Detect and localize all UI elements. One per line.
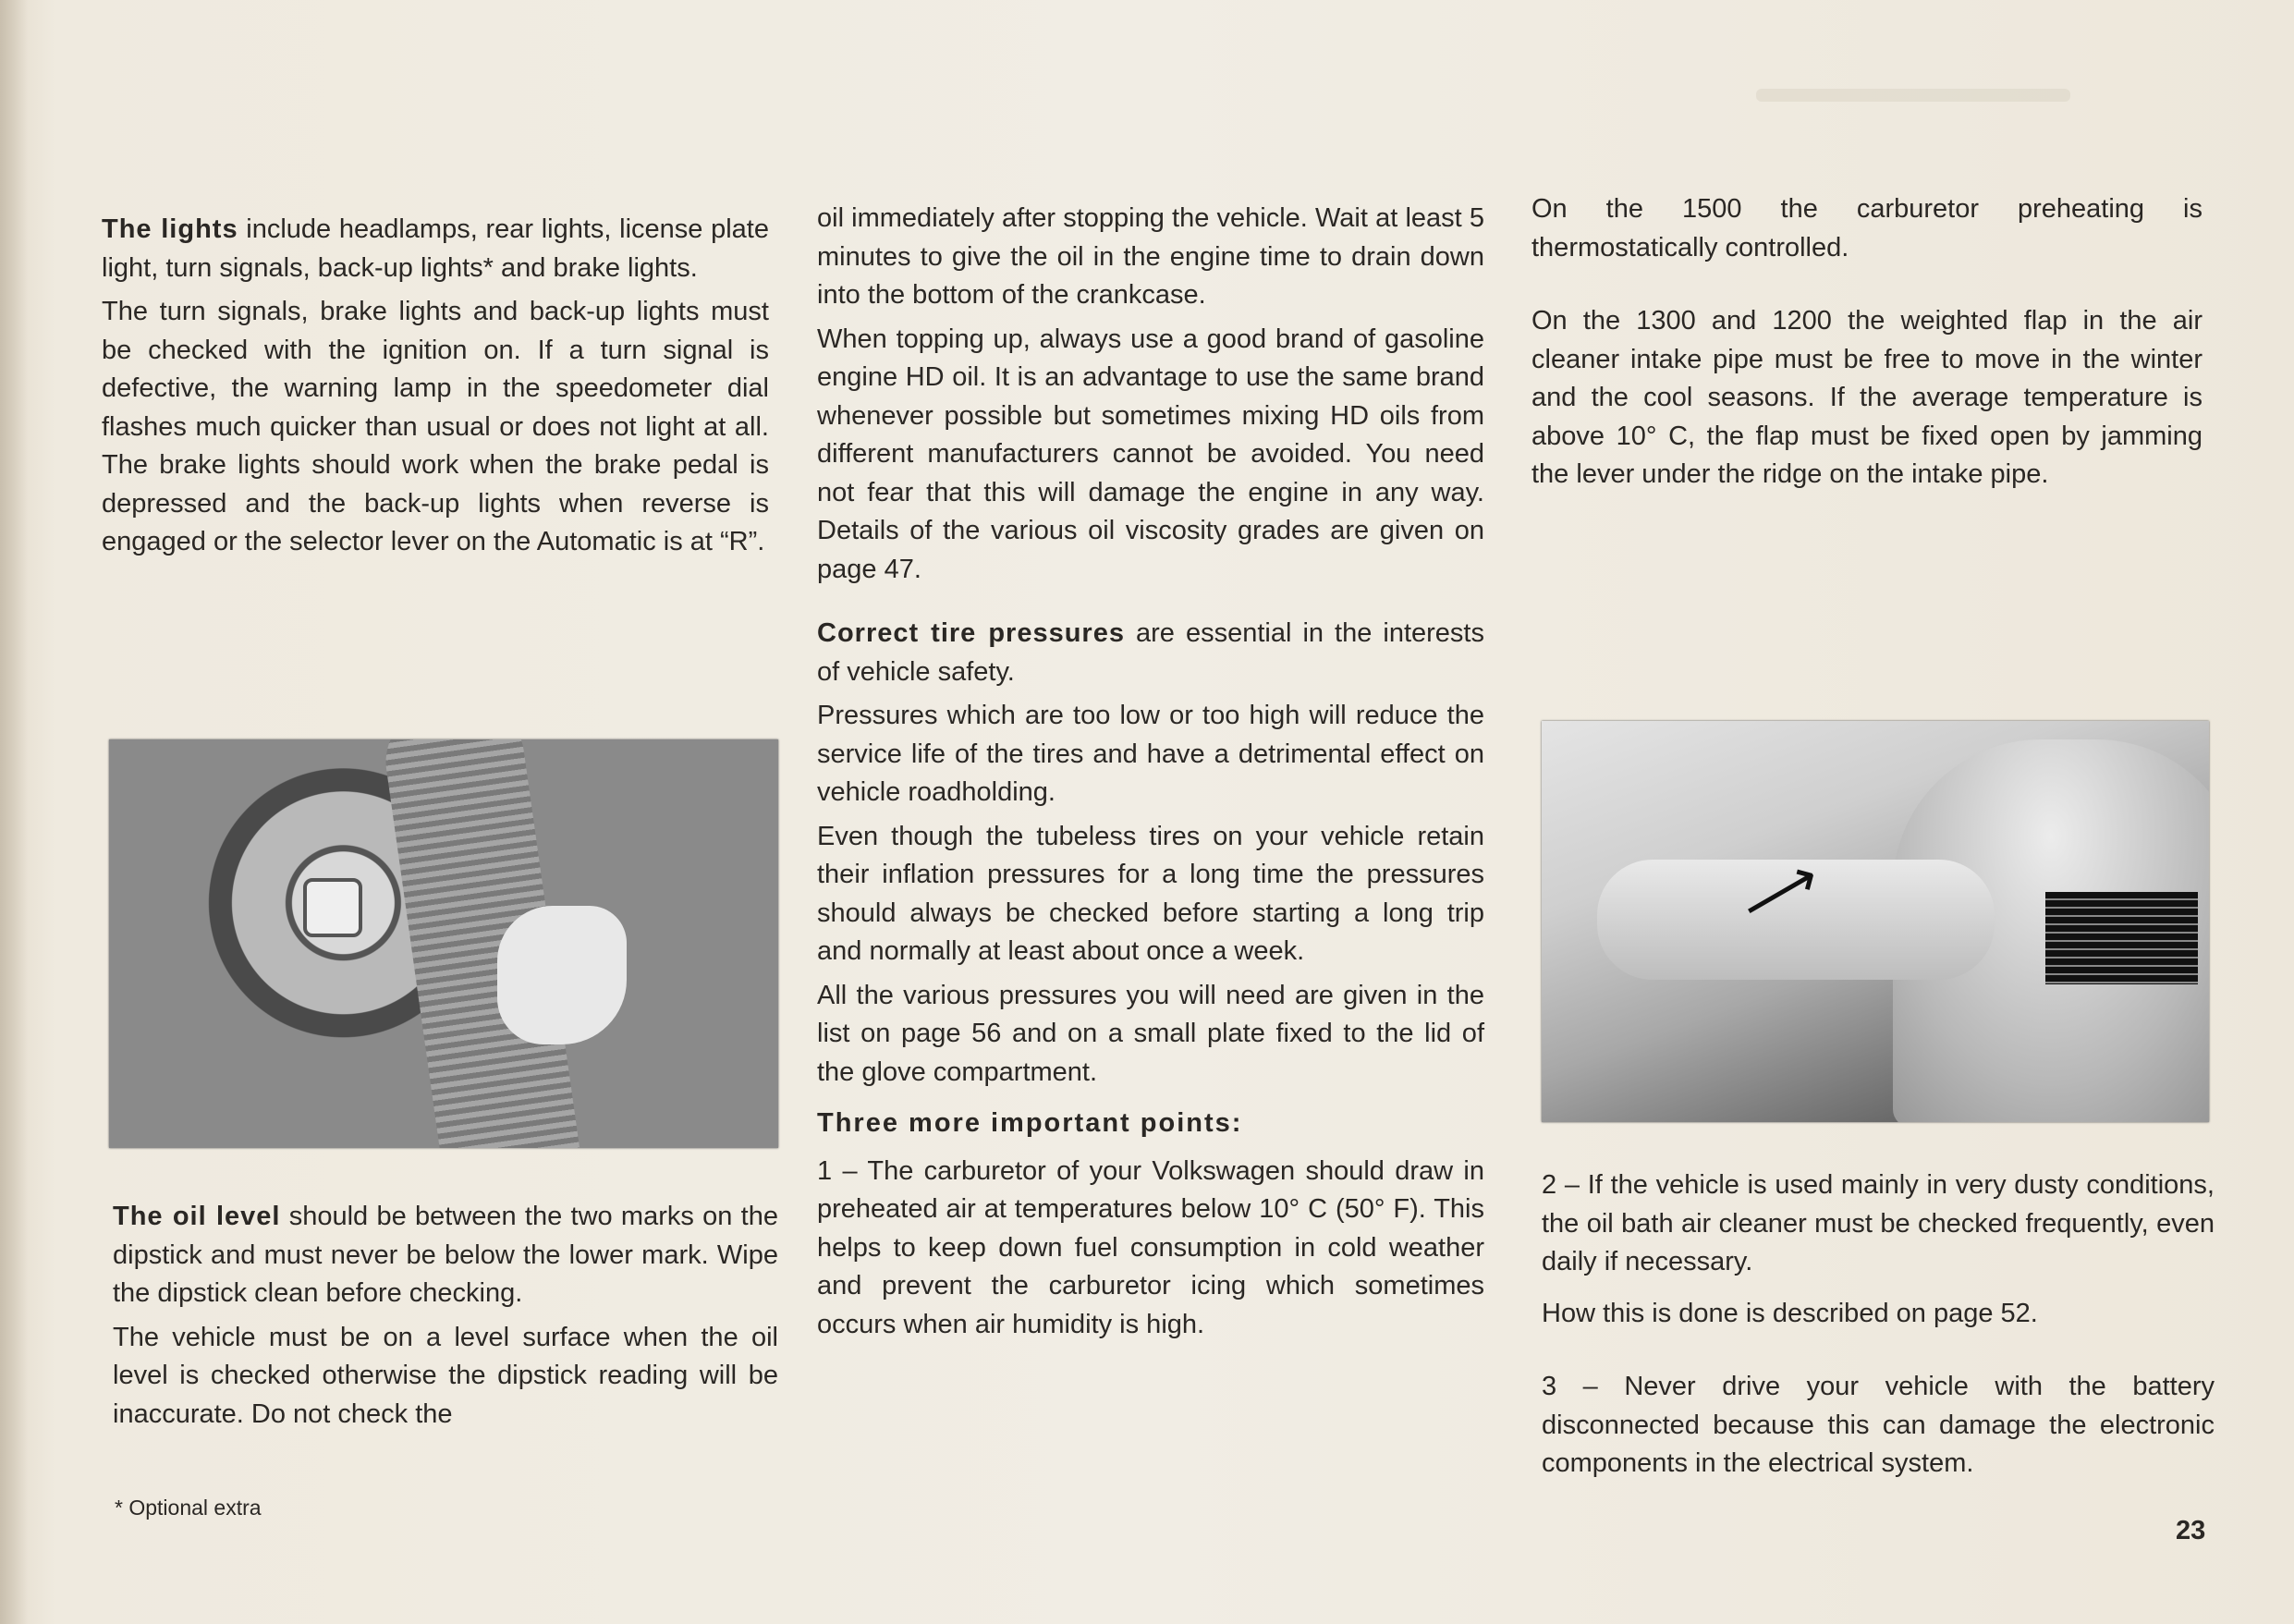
column-2 [817, 200, 1484, 1349]
column-1-top [102, 211, 769, 568]
oil-level-text: should be between the two marks on the dipstick and must never be below the lower mark. Wipe the dipstick clean before checking. [113, 1202, 778, 1308]
pressure-effects-paragraph: Pressures which are too low or too high will reduce the service life of the tires and have a detrimental effect on vehicle roadholding. [817, 701, 1484, 807]
level-surface-paragraph: The vehicle must be on a level surface when the oil level is checked otherwise the dipstick reading will be inaccurate. Do not check the [113, 1322, 778, 1429]
arrow-icon: ⟶ [1729, 845, 1830, 939]
tubeless-paragraph: Even though the tubeless tires on your vehicle retain their inflation pressures for a long time the pressures should always be checked before starting a long trip and normally at least about once a week. [817, 821, 1484, 966]
lights-lead: The lights [102, 214, 238, 244]
oil-wait-paragraph: oil immediately after stopping the vehicle. Wait at least 5 minutes to give the oil in the engine time to drain down into the bottom of the crankcase. [817, 203, 1484, 310]
pressure-list-paragraph: All the various pressures you will need are given in the list on page 56 and on a small plate fixed to the lid of the glove compartment. [817, 980, 1484, 1087]
lights-check-paragraph: The turn signals, brake lights and back-up lights must be checked with the ignition on. If a turn signal is defective, the warning lamp in the speedometer dial flashes much quicker than usual or does not light at all. The brake lights should work when the brake pedal is depressed and the back-up lights when reverse is engaged or the selector lever on the Automatic is at “R”. [102, 297, 769, 556]
air-cleaner-photo [1542, 721, 2209, 1122]
page-ref-paragraph: How this is done is described on page 52. [1542, 1298, 2038, 1328]
oil-level-paragraph [113, 1198, 778, 1313]
faded-header-mark [1756, 89, 2070, 102]
dusty-conditions-paragraph: 2 – If the vehicle is used mainly in very dusty conditions, the oil bath air cleaner must be checked frequently, even daily if necessary. [1542, 1170, 2215, 1276]
engine-dipstick-photo [109, 739, 778, 1148]
battery-paragraph: 3 – Never drive your vehicle with the battery disconnected because this can damage the electronic components in the electrical system. [1542, 1372, 2215, 1478]
preheating-paragraph: On the 1500 the carburetor preheating is thermostatically controlled. [1531, 194, 2202, 263]
column-3-bottom [1542, 1166, 2215, 1489]
weighted-flap-paragraph: On the 1300 and 1200 the weighted flap in the air cleaner intake pipe must be free to move in the winter and the cool seasons. If the average temperature is above 10° C, the flap must be fixed open by jamming the lever under the ridge on the intake pipe. [1531, 306, 2202, 489]
tire-pressure-text: are essential in the interests of vehicle safety. [817, 618, 1484, 687]
column-3-top [1531, 190, 2202, 500]
lights-text: include headlamps, rear lights, license plate light, turn signals, back-up lights* and brake lights. [102, 214, 769, 283]
hand [497, 906, 627, 1044]
pulley-nut [303, 878, 362, 937]
spine-shadow [0, 0, 28, 1624]
oil-level-lead: The oil level [113, 1202, 281, 1231]
carburetor-paragraph: 1 – The carburetor of your Volkswagen should draw in preheated air at temperatures below 10° C (50° F). This helps to keep down fuel consumption in cold weather and prevent the carburetor icing which sometimes occurs when air humidity is high. [817, 1155, 1484, 1339]
warning-label-plate [2045, 892, 2198, 984]
lights-paragraph [102, 211, 769, 287]
tire-pressure-lead: Correct tire pressures [817, 618, 1125, 648]
footnote: * Optional extra [115, 1496, 262, 1520]
page-number: 23 [2176, 1516, 2206, 1545]
column-1-bottom [113, 1198, 778, 1439]
important-points-heading: Three more important points: [817, 1108, 1243, 1138]
tire-pressure-paragraph [817, 615, 1484, 691]
topping-up-paragraph: When topping up, always use a good brand of gasoline engine HD oil. It is an advantage to use the same brand whenever possible but sometimes mixing HD oils from different manufacturers cannot be avoided. You need not fear that this will damage the engine in any way. Details of the various oil viscosity grades are given on page 47. [817, 324, 1484, 584]
